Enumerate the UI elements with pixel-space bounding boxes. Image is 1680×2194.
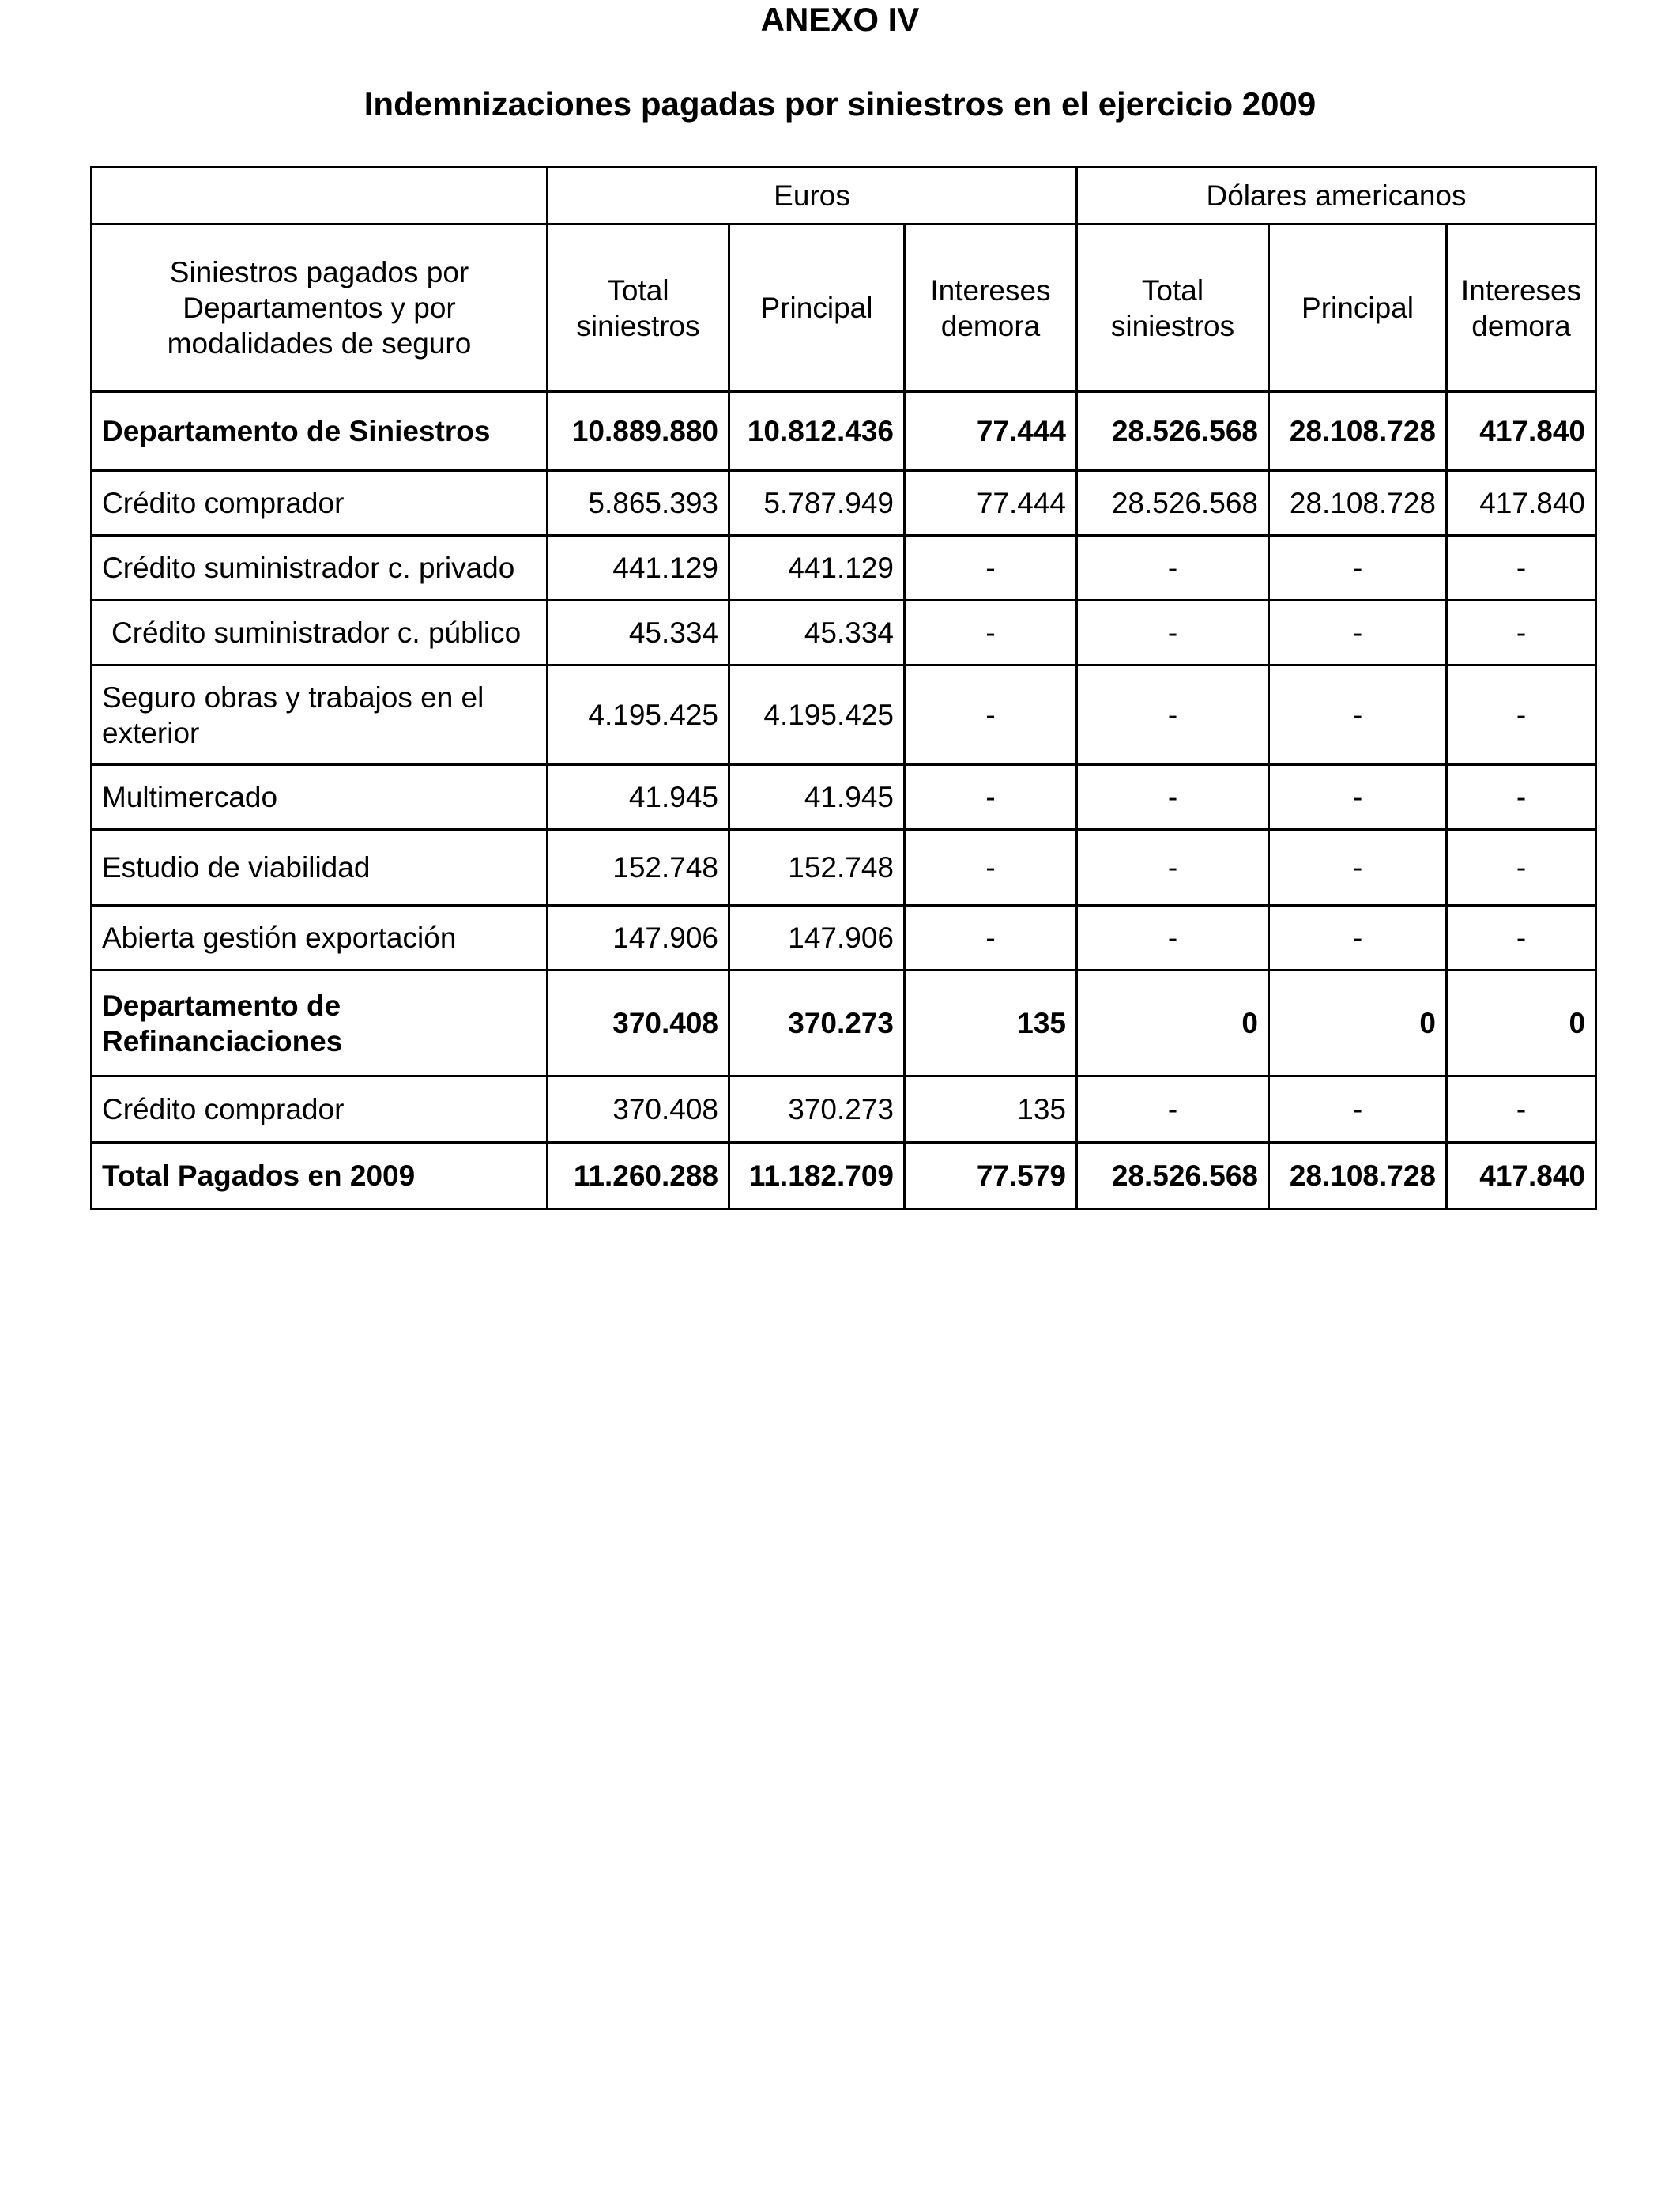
cell-euros-principal: 152.748 xyxy=(729,830,905,906)
row-label: Abierta gestión exportación xyxy=(92,906,548,971)
table-row xyxy=(92,392,1596,471)
row-label: Crédito suministrador c. público xyxy=(92,601,548,665)
row-label: Crédito comprador xyxy=(92,1076,548,1143)
cell-dollars-intereses: 417.840 xyxy=(1447,1143,1596,1209)
cell-dollars-total: - xyxy=(1077,906,1269,971)
header-empty-cell xyxy=(92,168,548,224)
header-row-label: Siniestros pagados por Departamentos y por modalidades de seguro xyxy=(92,224,548,392)
table-row xyxy=(92,536,1596,601)
cell-euros-intereses: 77.579 xyxy=(905,1143,1077,1209)
row-label: Departamento de Siniestros xyxy=(92,392,548,471)
row-label: Departamento de Refinanciaciones xyxy=(92,971,548,1076)
cell-euros-total: 152.748 xyxy=(548,830,729,906)
cell-euros-principal: 4.195.425 xyxy=(729,665,905,765)
cell-dollars-intereses: 0 xyxy=(1447,971,1596,1076)
cell-dollars-principal: 0 xyxy=(1269,971,1447,1076)
cell-euros-intereses: 77.444 xyxy=(905,392,1077,471)
cell-euros-total: 11.260.288 xyxy=(548,1143,729,1209)
cell-euros-principal: 370.273 xyxy=(729,971,905,1076)
row-label: Estudio de viabilidad xyxy=(92,830,548,906)
header-euros-intereses: Intereses demora xyxy=(905,224,1077,392)
table-total-row xyxy=(92,1143,1596,1209)
cell-euros-total: 441.129 xyxy=(548,536,729,601)
cell-dollars-intereses: - xyxy=(1447,536,1596,601)
cell-euros-total: 370.408 xyxy=(548,1076,729,1143)
header-euros: Euros xyxy=(548,168,1077,224)
header-dollars-total: Total siniestros xyxy=(1077,224,1269,392)
table-row xyxy=(92,601,1596,665)
row-label: Total Pagados en 2009 xyxy=(92,1143,548,1209)
cell-euros-principal: 5.787.949 xyxy=(729,471,905,536)
cell-dollars-principal: 28.108.728 xyxy=(1269,471,1447,536)
table-row xyxy=(92,471,1596,536)
header-euros-principal: Principal xyxy=(729,224,905,392)
cell-dollars-total: 28.526.568 xyxy=(1077,471,1269,536)
cell-euros-intereses: - xyxy=(905,665,1077,765)
cell-euros-total: 10.889.880 xyxy=(548,392,729,471)
cell-euros-total: 147.906 xyxy=(548,906,729,971)
header-euros-total: Total siniestros xyxy=(548,224,729,392)
cell-dollars-principal: 28.108.728 xyxy=(1269,392,1447,471)
row-label: Crédito comprador xyxy=(92,471,548,536)
cell-euros-intereses: - xyxy=(905,906,1077,971)
cell-euros-intereses: 77.444 xyxy=(905,471,1077,536)
cell-euros-intereses: - xyxy=(905,536,1077,601)
cell-dollars-principal: 28.108.728 xyxy=(1269,1143,1447,1209)
cell-euros-intereses: - xyxy=(905,601,1077,665)
cell-dollars-principal: - xyxy=(1269,830,1447,906)
table-row xyxy=(92,971,1596,1076)
cell-dollars-intereses: - xyxy=(1447,765,1596,830)
cell-dollars-intereses: - xyxy=(1447,601,1596,665)
cell-dollars-total: 28.526.568 xyxy=(1077,1143,1269,1209)
cell-dollars-total: - xyxy=(1077,1076,1269,1143)
cell-dollars-principal: - xyxy=(1269,906,1447,971)
table-row xyxy=(92,665,1596,765)
cell-dollars-total: 0 xyxy=(1077,971,1269,1076)
cell-euros-intereses: 135 xyxy=(905,971,1077,1076)
table-row xyxy=(92,765,1596,830)
cell-dollars-total: 28.526.568 xyxy=(1077,392,1269,471)
row-label: Seguro obras y trabajos en el exterior xyxy=(92,665,548,765)
cell-euros-principal: 11.182.709 xyxy=(729,1143,905,1209)
table-row xyxy=(92,906,1596,971)
cell-dollars-total: - xyxy=(1077,601,1269,665)
cell-euros-total: 4.195.425 xyxy=(548,665,729,765)
cell-dollars-total: - xyxy=(1077,830,1269,906)
cell-dollars-intereses: 417.840 xyxy=(1447,471,1596,536)
cell-dollars-intereses: - xyxy=(1447,1076,1596,1143)
cell-euros-total: 41.945 xyxy=(548,765,729,830)
cell-euros-intereses: 135 xyxy=(905,1076,1077,1143)
row-label: Crédito suministrador c. privado xyxy=(92,536,548,601)
header-dollars: Dólares americanos xyxy=(1077,168,1596,224)
header-group-row xyxy=(92,168,1596,224)
cell-euros-total: 45.334 xyxy=(548,601,729,665)
cell-dollars-principal: - xyxy=(1269,665,1447,765)
cell-dollars-principal: - xyxy=(1269,536,1447,601)
cell-dollars-total: - xyxy=(1077,536,1269,601)
claims-table xyxy=(90,166,1597,1210)
cell-dollars-principal: - xyxy=(1269,1076,1447,1143)
cell-dollars-intereses: 417.840 xyxy=(1447,392,1596,471)
cell-euros-principal: 45.334 xyxy=(729,601,905,665)
cell-euros-principal: 370.273 xyxy=(729,1076,905,1143)
table-row xyxy=(92,1076,1596,1143)
cell-euros-intereses: - xyxy=(905,765,1077,830)
cell-dollars-principal: - xyxy=(1269,601,1447,665)
cell-dollars-principal: - xyxy=(1269,765,1447,830)
cell-dollars-intereses: - xyxy=(1447,906,1596,971)
row-label: Multimercado xyxy=(92,765,548,830)
cell-dollars-intereses: - xyxy=(1447,665,1596,765)
document-title: Indemnizaciones pagadas por siniestros en el ejercicio 2009 xyxy=(363,85,1317,123)
header-dollars-intereses: Intereses demora xyxy=(1447,224,1596,392)
cell-euros-principal: 147.906 xyxy=(729,906,905,971)
cell-euros-principal: 441.129 xyxy=(729,536,905,601)
cell-euros-principal: 41.945 xyxy=(729,765,905,830)
cell-dollars-intereses: - xyxy=(1447,830,1596,906)
cell-dollars-total: - xyxy=(1077,665,1269,765)
table-row xyxy=(92,830,1596,906)
header-columns-row xyxy=(92,224,1596,392)
annex-label: ANEXO IV xyxy=(760,1,920,38)
cell-euros-intereses: - xyxy=(905,830,1077,906)
cell-euros-total: 370.408 xyxy=(548,971,729,1076)
header-dollars-principal: Principal xyxy=(1269,224,1447,392)
cell-dollars-total: - xyxy=(1077,765,1269,830)
cell-euros-principal: 10.812.436 xyxy=(729,392,905,471)
cell-euros-total: 5.865.393 xyxy=(548,471,729,536)
